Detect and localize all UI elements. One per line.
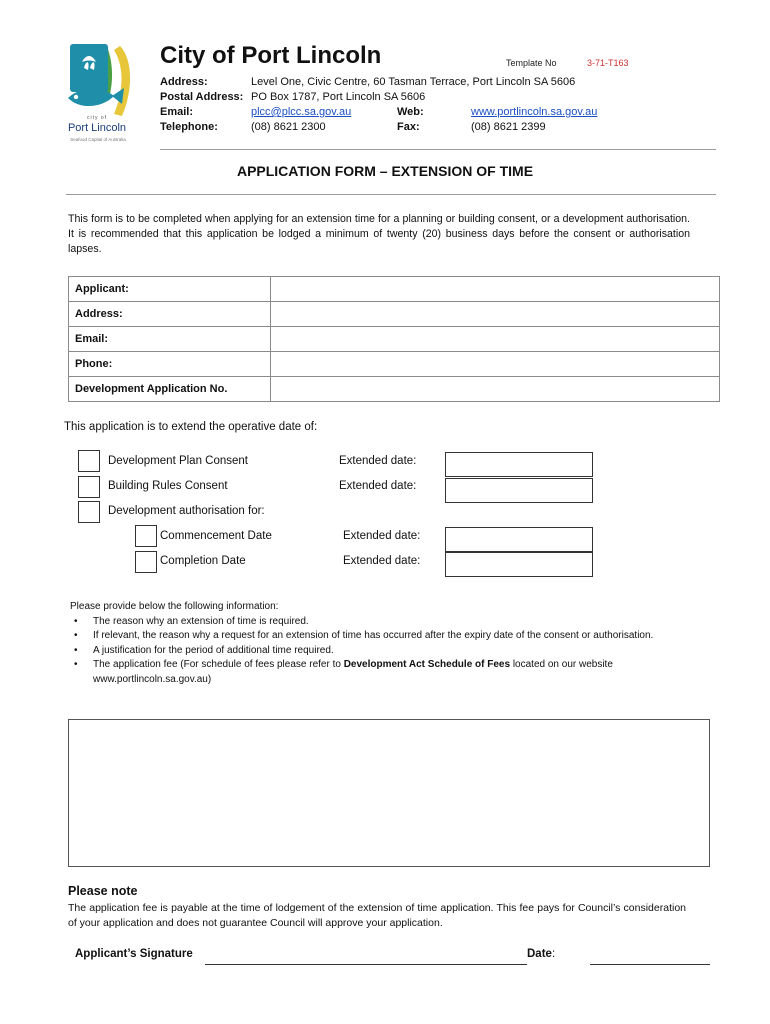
signature-label: Applicant’s Signature (75, 948, 193, 960)
plan-extended-date-field[interactable] (445, 452, 593, 477)
applicant-field[interactable] (271, 277, 720, 302)
extend-instruction: This application is to extend the operative date of: (64, 421, 318, 433)
intro-paragraph: This form is to be completed when applying for an extension time for a planning or building consent, or a development authorisation. It is recommended that this application be lodged a minimum of twenty (20) business days before the consent or authorisation lapses. (68, 213, 690, 255)
note-heading: Please note (68, 884, 138, 898)
email-field[interactable] (271, 327, 720, 352)
address-row-label: Address: (69, 302, 271, 327)
fee-text-start: The application fee (For schedule of fees please refer to (93, 659, 344, 670)
info-heading: Please provide below the following information: (70, 601, 279, 612)
logo-name: Port Lincoln (67, 122, 127, 134)
applicant-label: Applicant: (69, 277, 271, 302)
info-list (70, 615, 700, 688)
list-item: • If relevant, the reason why a request for an extension of time has occurred after the expiry date of the consent or authorisation. (70, 629, 700, 644)
template-number: 3-71-T163 (587, 58, 629, 68)
rules-extended-date-field[interactable] (445, 478, 593, 503)
address-field[interactable] (271, 302, 720, 327)
postal-value: PO Box 1787, Port Lincoln SA 5606 (251, 91, 426, 103)
extended-date-label: Extended date: (339, 480, 417, 492)
logo-small-text: city of (86, 115, 108, 121)
page-title: City of Port Lincoln (160, 42, 382, 69)
table-row (69, 302, 720, 327)
email-label: Email: (160, 106, 194, 118)
phone-field[interactable] (271, 352, 720, 377)
email-link[interactable]: plcc@plcc.sa.gov.au (251, 106, 352, 118)
application-no-label: Development Application No. (69, 377, 271, 402)
extended-date-label: Extended date: (343, 555, 421, 567)
address-value: Level One, Civic Centre, 60 Tasman Terrace, Port Lincoln SA 5606 (251, 76, 576, 88)
title-divider (66, 194, 716, 195)
rules-consent-checkbox[interactable] (78, 476, 100, 498)
fee-text-end: located on our website www.portlincoln.sa.gov.au) (93, 659, 613, 685)
list-item: • The reason why an extension of time is required. (70, 615, 700, 630)
commencement-label: Commencement Date (160, 530, 272, 542)
date-label-text: Date (527, 948, 552, 960)
date-line[interactable] (590, 964, 710, 965)
logo-tagline: Seafood Capital of Australia (70, 137, 126, 142)
table-row (69, 277, 720, 302)
applicant-details-table (68, 276, 720, 402)
completion-label: Completion Date (160, 555, 246, 567)
fee-schedule-reference: Development Act Schedule of Fees (343, 659, 511, 670)
telephone-value: (08) 8621 2300 (251, 121, 326, 133)
extended-date-label: Extended date: (343, 530, 421, 542)
address-label: Address: (160, 76, 208, 88)
telephone-label: Telephone: (160, 121, 218, 133)
table-row (69, 327, 720, 352)
information-requirements (70, 600, 700, 687)
template-label: Template No (506, 58, 557, 68)
signature-line[interactable] (205, 964, 527, 965)
completion-checkbox[interactable] (135, 551, 157, 573)
information-textarea[interactable] (68, 719, 710, 867)
web-link[interactable]: www.portlincoln.sa.gov.au (471, 106, 598, 118)
phone-row-label: Phone: (69, 352, 271, 377)
list-item (70, 658, 700, 687)
fax-value: (08) 8621 2399 (471, 121, 546, 133)
date-label (527, 948, 555, 960)
table-row (69, 352, 720, 377)
plan-consent-checkbox[interactable] (78, 450, 100, 472)
email-row-label: Email: (69, 327, 271, 352)
note-text: The application fee is payable at the time of lodgement of the extension of time application. This fee pays for Council’s consideration of your application and does not guarantee Council will approve your application. (68, 902, 686, 929)
commencement-extended-date-field[interactable] (445, 527, 593, 552)
rules-consent-label: Building Rules Consent (108, 480, 228, 492)
completion-extended-date-field[interactable] (445, 552, 593, 577)
authorisation-label: Development authorisation for: (108, 505, 265, 517)
list-item: • A justification for the period of additional time required. (70, 644, 700, 659)
postal-label: Postal Address: (160, 91, 244, 103)
application-no-field[interactable] (271, 377, 720, 402)
extended-date-label: Extended date: (339, 455, 417, 467)
table-row (69, 377, 720, 402)
commencement-checkbox[interactable] (135, 525, 157, 547)
fax-label: Fax: (397, 121, 420, 133)
web-label: Web: (397, 106, 424, 118)
header-divider (160, 149, 716, 150)
form-title: APPLICATION FORM – EXTENSION OF TIME (236, 163, 534, 179)
date-label-colon: : (551, 948, 556, 960)
authorisation-checkbox[interactable] (78, 501, 100, 523)
plan-consent-label: Development Plan Consent (108, 455, 248, 467)
